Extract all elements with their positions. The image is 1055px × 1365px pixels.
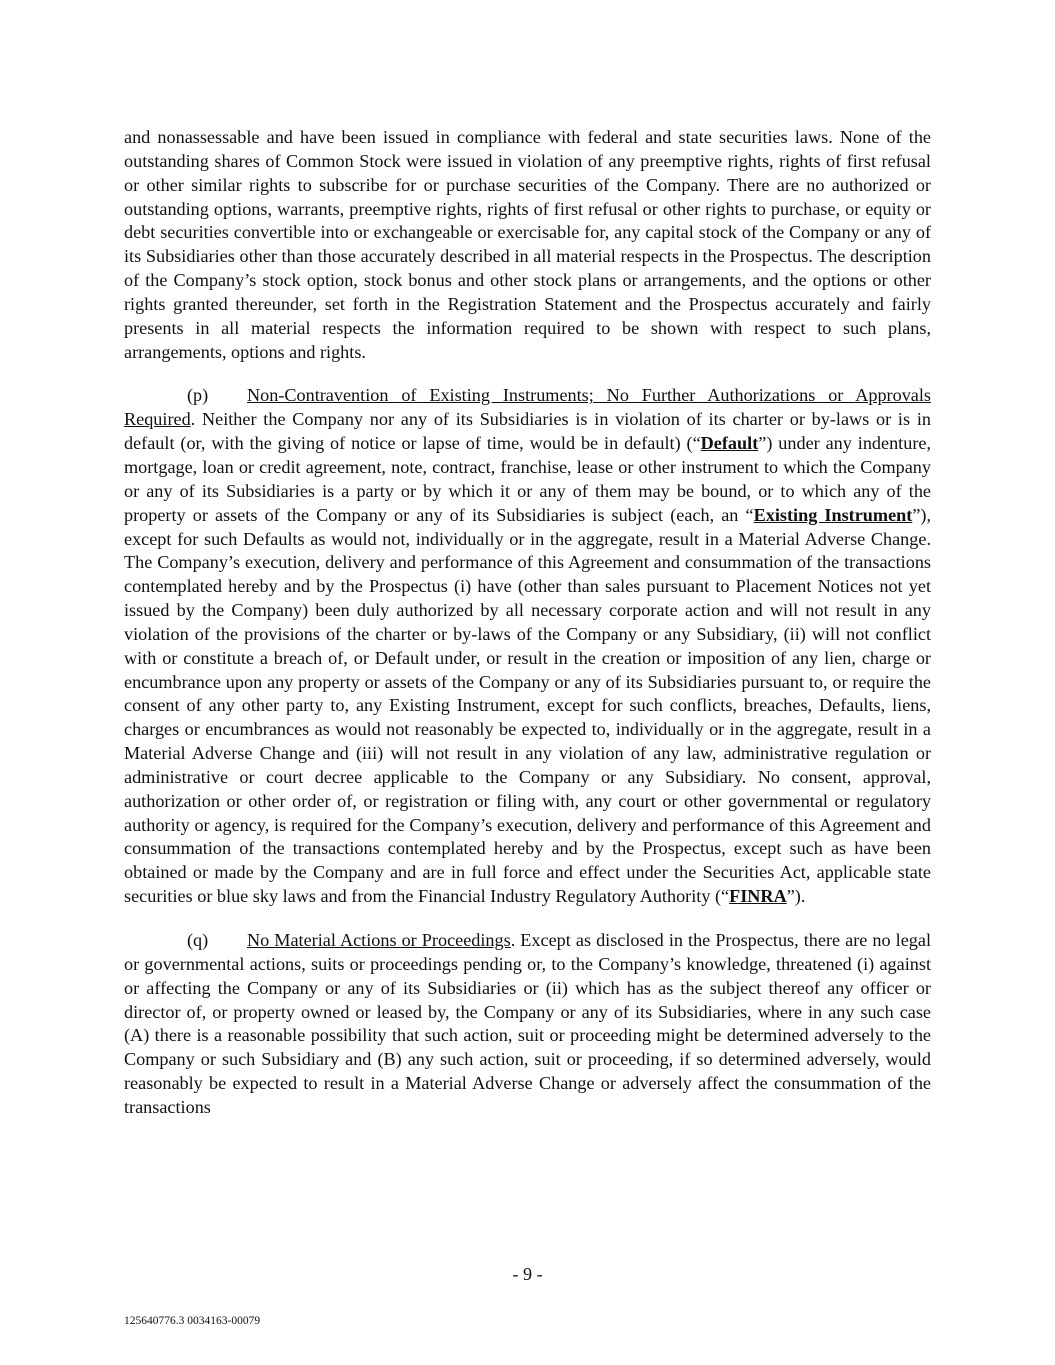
section-p-text-3: ”), except for such Defaults as would not, individually or in the aggregate, result in a Material Adverse Change. The Company’s execution, delivery and performance of this Agreement and consummation of the transactions contemplated hereby and by the Prospectus (i) have (other than sales pursuant to Placement Notices not yet issued by the Company) been duly authorized by all necessary corporate action and will not result in any violation of the provisions of the charter or by-laws of the Company or any Subsidiary, (ii) will not conflict with or constitute a breach of, or Default under, or result in the creation or imposition of any lien, charge or encumbrance upon any property or assets of the Company or any of its Subsidiaries pursuant to, or require the consent of any other party to, any Existing Instrument, except for such conflicts, breaches, Defaults, liens, charges or encumbrances as would not reasonably be expected to, individually or in the aggregate, result in a Material Adverse Change and (iii) will not result in any violation of any law, administrative regulation or administrative or court decree applicable to the Company or any Subsidiary. No consent, approval, authorization or other order of, or registration or filing with, any court or other governmental or regulatory authority or agency, is required for the Company’s execution, delivery and performance of this Agreement and consummation of the transactions contemplated hereby and by the Prospectus, except such as have been obtained or made by the Company and are in full force and effect under the Securities Act, applicable state securities or blue sky laws and from the Financial Industry Regulatory Authority (“: [124, 504, 932, 907]
defined-term-finra: FINRA: [729, 886, 787, 907]
section-p-text-2: ”) under any indenture, mortgage, loan or credit agreement, note, contract, franchise, lease or other instrument to which the Company or any of its Subsidiaries is a party or by which it or any of them may be bound, or to which any of the property or assets of the Company or any of its Subsidiaries is subject (each, an “: [124, 433, 931, 525]
document-body: [124, 126, 931, 1120]
defined-term-default: Default: [700, 433, 759, 454]
section-p-text-1: . Neither the Company nor any of its Subsidiaries is in violation of its charter or by-laws or is in default (or, with the giving of notice or lapse of time, would be in default) (“: [124, 409, 931, 454]
section-q-text-1: . Except as disclosed in the Prospectus, there are no legal or governmental actions, suits or proceedings pending or, to the Company’s knowledge, threatened (i) against or affecting the Company or any of its Subsidiaries or (ii) which has as the subject thereof any officer or director of, or property owned or leased by, the Company or any of its Subsidiaries, where in any such case (A) there is a reasonable possibility that such action, suit or proceeding might be determined adversely to the Company or such Subsidiary and (B) any such action, suit or proceeding, if so determined adversely, would reasonably be expected to result in a Material Adverse Change or adversely affect the consummation of the transactions: [124, 930, 931, 1117]
defined-term-existing-instrument: Existing Instrument: [753, 504, 913, 525]
section-q-label: (q): [187, 930, 209, 950]
page-number: - 9 -: [512, 1264, 543, 1284]
section-p: [124, 384, 931, 909]
section-q: [124, 929, 931, 1120]
paragraph-continued: and nonassessable and have been issued in compliance with federal and state securities laws. None of the outstanding shares of Common Stock were issued in violation of any preemptive rights, rights of first refusal or other similar rights to subscribe for or purchase securities of the Company. There are no authorized or outstanding options, warrants, preemptive rights, rights of first refusal or other rights to purchase, or equity or debt securities convertible into or exchangeable or exercisable for, any capital stock of the Company or any of its Subsidiaries other than those accurately described in all material respects in the Prospectus. The description of the Company’s stock option, stock bonus and other stock plans or arrangements, and the options or other rights granted thereunder, set forth in the Registration Statement and the Prospectus accurately and fairly presents in all material respects the information required to be shown with respect to such plans, arrangements, options and rights.: [124, 127, 931, 362]
document-id: 125640776.3 0034163-00079: [124, 1315, 261, 1327]
section-p-text-4: ”).: [786, 886, 806, 907]
section-p-label: (p): [187, 385, 209, 406]
section-q-heading: No Material Actions or Proceedings: [247, 930, 511, 950]
section-p-heading: Non-Contravention of Existing Instruments; No Further Authorizations or Approvals Required: [124, 385, 931, 430]
